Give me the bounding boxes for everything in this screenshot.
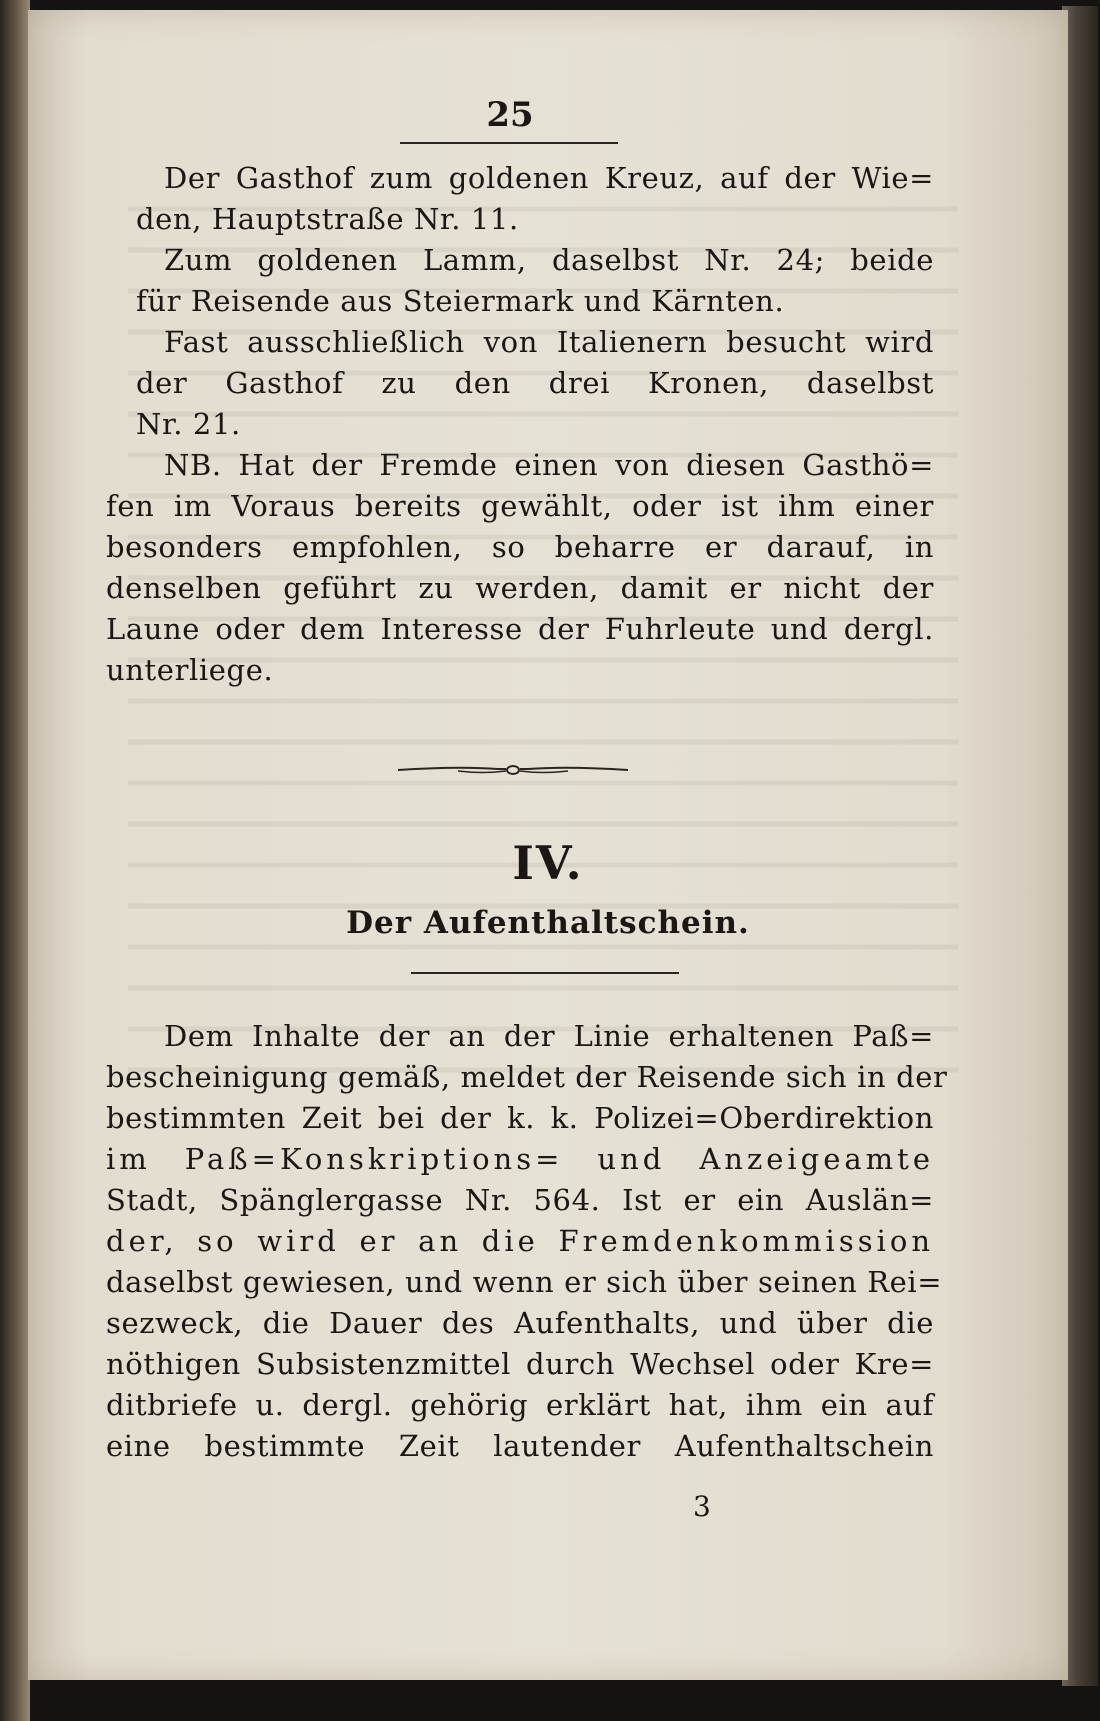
text-line: fen im Voraus bereits gewählt, oder ist ihm einer [106, 489, 934, 523]
text-line: daselbst gewiesen, und wenn er sich über seinen Rei= [106, 1265, 943, 1299]
text-line: Dem Inhalte der an der Linie erhaltenen Paß= [164, 1019, 934, 1053]
hotel-list-section [106, 158, 934, 691]
text-line: der Gasthof zu den drei Kronen, daselbst [136, 366, 934, 400]
body-section [106, 1016, 948, 1467]
text-line: Zum goldenen Lamm, daselbst Nr. 24; beide [164, 243, 934, 277]
text-line: unterliege. [106, 653, 274, 687]
page-number: 25 [486, 95, 534, 135]
text-line: Der Gasthof zum goldenen Kreuz, auf der Wie= [164, 161, 934, 195]
text-line: nöthigen Subsistenzmittel durch Wechsel oder Kre= [106, 1347, 934, 1381]
text-line: im Paß=Konskriptions= und Anzeigeamte [106, 1142, 934, 1176]
book-page [28, 10, 1068, 1680]
page-header [28, 95, 1068, 135]
text-line: eine bestimmte Zeit lautender Aufenthaltschein [106, 1429, 934, 1463]
text-line: NB. Hat der Fremde einen von diesen Gasthö= [164, 448, 934, 482]
text-line: den, Hauptstraße Nr. 11. [136, 202, 519, 236]
chapter-number: IV. [512, 836, 584, 890]
binding-edge [0, 0, 30, 1721]
text-line: Stadt, Spänglergasse Nr. 564. Ist er ein Auslän= [106, 1183, 934, 1217]
text-line: ditbriefe u. dergl. gehörig erklärt hat, ihm ein auf [106, 1388, 934, 1422]
text-line: bescheinigung gemäß, meldet der Reisende sich in der [106, 1060, 948, 1094]
signature-mark: 3 [693, 1490, 711, 1523]
text-line: besonders empfohlen, so beharre er darauf, in [106, 530, 934, 564]
text-line: bestimmten Zeit bei der k. k. Polizei=Oberdirektion [106, 1101, 934, 1135]
ornament-divider [398, 762, 628, 778]
title-rule [411, 972, 679, 974]
text-line: sezweck, die Dauer des Aufenthalts, und über die [106, 1306, 934, 1340]
text-line: Fast ausschließlich von Italienern besucht wird [164, 325, 934, 359]
text-line: der, so wird er an die Fremdenkommission [106, 1224, 934, 1258]
header-rule [400, 142, 618, 144]
text-line: denselben geführt zu werden, damit er nicht der [106, 571, 934, 605]
text-line: für Reisende aus Steiermark und Kärnten. [136, 284, 785, 318]
chapter-title: Der Aufenthaltschein. [346, 905, 750, 941]
text-line: Laune oder dem Interesse der Fuhrleute und dergl. [106, 612, 934, 646]
text-line: Nr. 21. [136, 407, 241, 441]
